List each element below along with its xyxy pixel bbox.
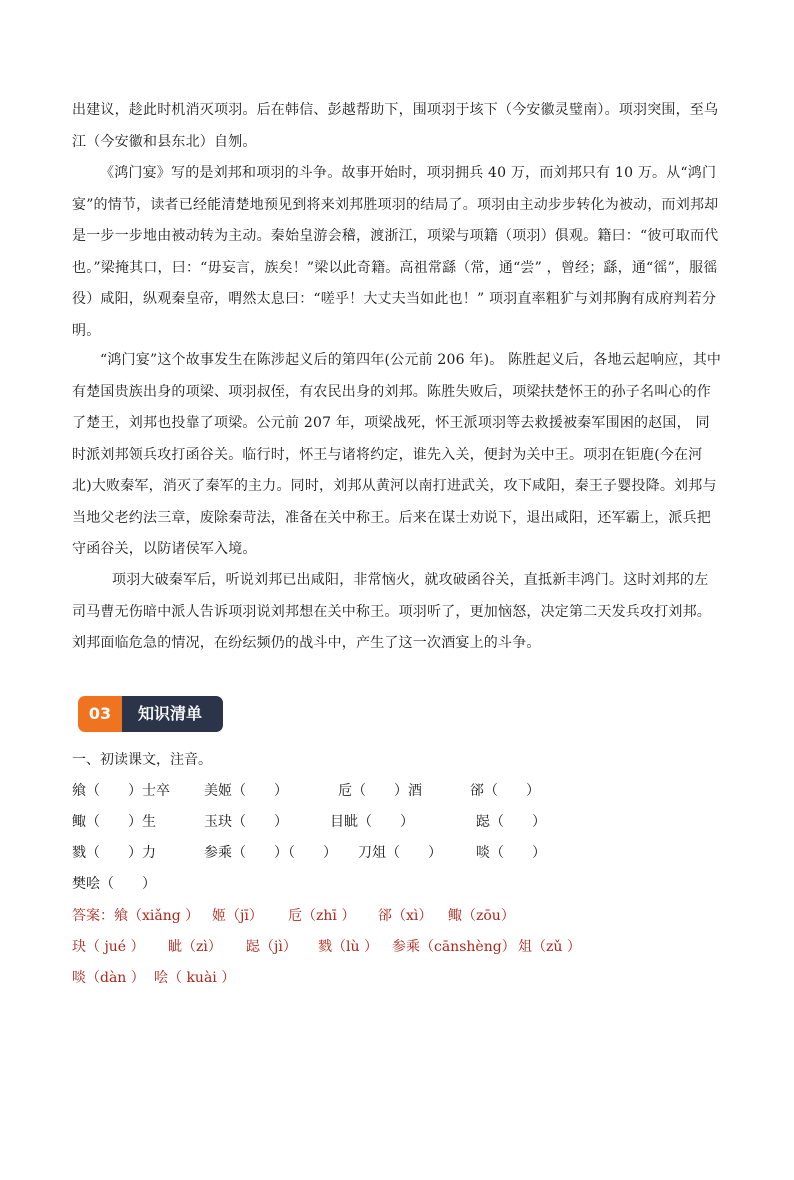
answer-item: 卮（zhī ） (288, 908, 356, 924)
answer-item: 戮（lù ） (318, 939, 378, 955)
paragraph-historical-background: “鸿门宴”这个故事发生在陈涉起义后的第四年(公元前 206 年)。 陈胜起义后，各地云起响应，其中有楚国贵族出身的项梁、项羽叔侄，有农民出身的刘邦。陈胜失败后，项梁扶楚怀王的孙子名叫心的作了楚王，刘邦也投靠了项梁。公元前 207 年，项梁战死，怀王派项羽等去救援被秦军围困的赵国， 同时派刘邦领兵攻打函谷关。临行时，怀王与诸将约定，谁先入关，便封为关中王。项羽在钜鹿(今在河北)大败秦军，消灭了秦军的主力。同时，刘邦从黄河以南打进武关，攻下咸阳，秦王子婴投降。刘邦与当地父老约法三章，废除秦苛法，准备在关中称王。后来在谋士劝说下，退出咸阳，还军霸上，派兵把守函谷关，以防诸侯军入境。 (72, 352, 722, 557)
section-number-badge: 03 (78, 696, 122, 732)
paragraph-conflict-origin: 项羽大破秦军后，听说刘邦已出咸阳，非常恼火，就攻破函谷关，直抵新丰鸿门。这时刘邦的左司马曹无伤暗中派人告诉项羽说刘邦想在关中称王。项羽听了，更加恼怒，决定第二天发兵攻打刘邦。刘邦面临危急的情况，在纷纭频仍的战斗中，产生了这一次酒宴上的斗争。 (72, 572, 711, 651)
exercise-item: 参乘（ ）（ ） (204, 845, 337, 861)
exercise-item: 樊哙（ ） (72, 876, 156, 892)
exercise-item: 鲰（ ）生 (72, 814, 156, 830)
answer-item: 参乘（cānshèng） (392, 939, 516, 955)
section-header (78, 696, 223, 732)
paragraph-hongmen-intro: 《鸿门宴》写的是刘邦和项羽的斗争。故事开始时，项羽拥兵 40 万，而刘邦只有 10 万。从“鸿门宴”的情节，读者已经能清楚地预见到将来刘邦胜项羽的结局了。项羽由主动步步转化为被动，而刘邦却是一步一步地由被动转为主动。秦始皇游会稽，渡浙江，项梁与项籍（项羽）俱观。籍曰：“彼可取而代也。”梁掩其口，曰：“毋妄言，族矣！”梁以此奇籍。高祖常繇（常，通“尝” ，曾经；繇，通“徭”，服徭役）咸阳，纵观秦皇帝，喟然太息曰：“嗟乎！大丈夫当如此也！” 项羽直率粗犷与刘邦胸有成府判若分明。 (72, 165, 719, 339)
exercise-item: 跽（ ） (476, 814, 546, 830)
answer-item: 哙（ kuài ） (154, 970, 236, 986)
exercise-item: 啖（ ） (476, 845, 546, 861)
answer-item: 郤（xì） (378, 908, 433, 924)
exercise-item: 戮（ ）力 (72, 845, 156, 861)
exercise-row (72, 869, 722, 900)
answer-item: 跽（jì） (246, 939, 297, 955)
exercise-item: 飨（ ）士卒 (72, 783, 170, 799)
exercise-item: 目眦（ ） (330, 814, 414, 830)
exercise-heading: 一、初读课文，注音。 (72, 752, 212, 768)
exercise-item: 刀俎（ ） (358, 845, 442, 861)
answer-item: 答案：飨（xiǎng ） (72, 908, 200, 924)
answer-item: 啖（dàn ） (72, 970, 145, 986)
exercise-item: 郤（ ） (470, 783, 540, 799)
section-title: 知识清单 (118, 696, 223, 732)
answer-item: 姬（jī） (212, 908, 263, 924)
exercise-row (72, 838, 722, 869)
answer-line (72, 901, 722, 932)
answer-item: 俎（zǔ ） (518, 939, 581, 955)
answer-line (72, 932, 722, 963)
answer-item: 玦（ jué ） (72, 939, 145, 955)
exercise-row (72, 807, 722, 838)
answer-item: 眦（zì） (168, 939, 222, 955)
exercise-item: 卮（ ）酒 (338, 783, 422, 799)
exercise-row (72, 776, 722, 807)
answer-item: 鲰（zōu） (448, 908, 515, 924)
answer-line (72, 963, 722, 994)
exercise-item: 美姬（ ） (204, 783, 288, 799)
paragraph-xiang-yu-death: 出建议，趁此时机消灭项羽。后在韩信、彭越帮助下，围项羽于垓下（今安徽灵璧南）。项羽突围，至乌江（今安徽和县东北）自刎。 (72, 102, 719, 150)
exercise-item: 玉玦（ ） (204, 814, 288, 830)
